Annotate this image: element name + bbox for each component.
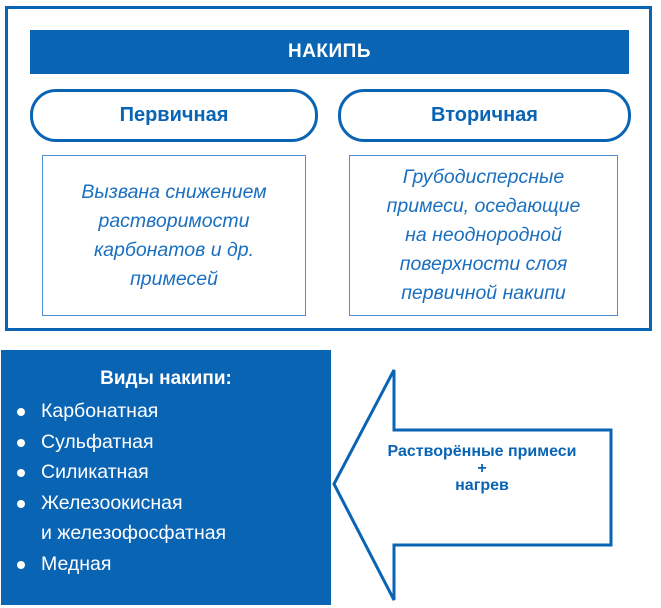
diagram-title-text: НАКИПЬ [287,41,371,62]
primary-scale-label: Первичная [119,104,229,126]
secondary-scale-description-box [349,155,618,316]
list-item-label: Железоокисная [41,491,183,514]
list-item-label: Силикатная [41,461,149,483]
list-item [15,549,226,580]
primary-scale-description: Вызвана снижением растворимости карбонатов и др. примесей [81,180,267,290]
arrow-label-line3: нагрев [455,477,509,494]
bullet-icon [17,500,25,508]
list-item [15,457,226,488]
scale-types-box [1,350,331,605]
list-item-label: Сульфатная [41,430,154,453]
list-item-label: Медная [41,552,112,575]
scale-types-title: Виды накипи: [100,368,232,389]
list-item [15,396,226,427]
list-item [15,427,226,458]
arrow-label-plus: + [477,460,487,477]
list-item [15,488,226,549]
primary-scale-header [30,89,318,142]
bullet-icon [17,561,25,569]
list-item-continuation: и железофосфатная [41,522,227,544]
primary-scale-description-box [42,155,306,316]
secondary-scale-label: Вторичная [431,104,538,126]
arrow-label-line1: Растворённые примеси [387,443,577,460]
bullet-icon [17,469,25,477]
secondary-scale-header [338,89,631,142]
bullet-icon [17,408,25,416]
list-item-label: Карбонатная [41,400,159,422]
arrow-label [348,443,616,494]
diagram-title [30,30,629,74]
bullet-icon [17,439,25,447]
secondary-scale-description: Грубодисперсные примеси, оседающие на неоднородной поверхности слоя первичной накипи [386,166,581,304]
scale-types-list [15,396,226,579]
